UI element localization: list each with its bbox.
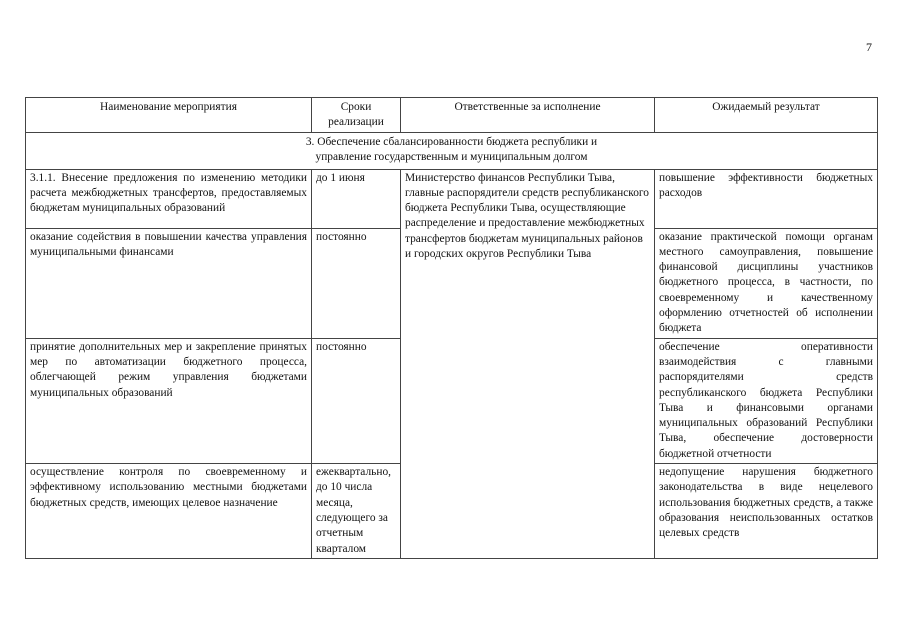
header-responsible: Ответственные за исполнение — [401, 98, 655, 133]
result-cell: обеспечение оперативности взаимодействия с главными распорядителями средств республиканского бюджета Республики Тыва и финансовыми органами муниципальных образований Республики Тыва, обеспечение достоверности бюджетной отчетности — [655, 338, 878, 463]
responsible-cell: Министерство финансов Республики Тыва, главные распорядители средств республиканского бюджета Республики Тыва, осуществляющие распределение и предоставление межбюджетных трансфертов бюджетам муниципальных районов и городских округов Республики Тыва — [401, 169, 655, 558]
result-cell: повышение эффективности бюджетных расходов — [655, 169, 878, 228]
activity-cell: 3.1.1. Внесение предложения по изменению методики расчета межбюджетных трансфертов, предоставляемых бюджетам муниципальных образований — [26, 169, 312, 228]
section-title-line-1: 3. Обеспечение сбалансированности бюджета республики и — [305, 135, 598, 148]
result-cell: оказание практической помощи органам местного самоуправления, повышение финансовой дисциплины участников бюджетного процесса, в частности, по своевременному и качественному оформлению отчетностей об исполнении бюджета — [655, 228, 878, 338]
section-title — [26, 132, 878, 169]
activity-cell: оказание содействия в повышении качества управления муниципальными финансами — [26, 228, 312, 338]
result-cell: недопущение нарушения бюджетного законодательства в виде нецелевого использования бюджетных средств, а также образования неиспользованных остатков целевых средств — [655, 464, 878, 559]
activities-table — [25, 97, 878, 559]
deadline-cell: ежеквартально, до 10 числа месяца, следующего за отчетным кварталом — [312, 464, 401, 559]
activity-cell: принятие дополнительных мер и закрепление принятых мер по автоматизации бюджетного процесса, облегчающей режим управления бюджетами муниципальных образований — [26, 338, 312, 463]
section-title-line-2: управление государственным и муниципальным долгом — [315, 150, 588, 163]
page-number: 7 — [866, 40, 872, 54]
deadline-cell: постоянно — [312, 338, 401, 463]
header-result: Ожидаемый результат — [655, 98, 878, 133]
deadline-cell: постоянно — [312, 228, 401, 338]
section-row — [26, 132, 878, 169]
table-row — [26, 169, 878, 228]
header-deadline: Сроки реализации — [312, 98, 401, 133]
activity-cell: осуществление контроля по своевременному и эффективному использованию местными бюджетами бюджетных средств, имеющих целевое назначение — [26, 464, 312, 559]
deadline-cell: до 1 июня — [312, 169, 401, 228]
header-activity: Наименование мероприятия — [26, 98, 312, 133]
table-header-row — [26, 98, 878, 133]
